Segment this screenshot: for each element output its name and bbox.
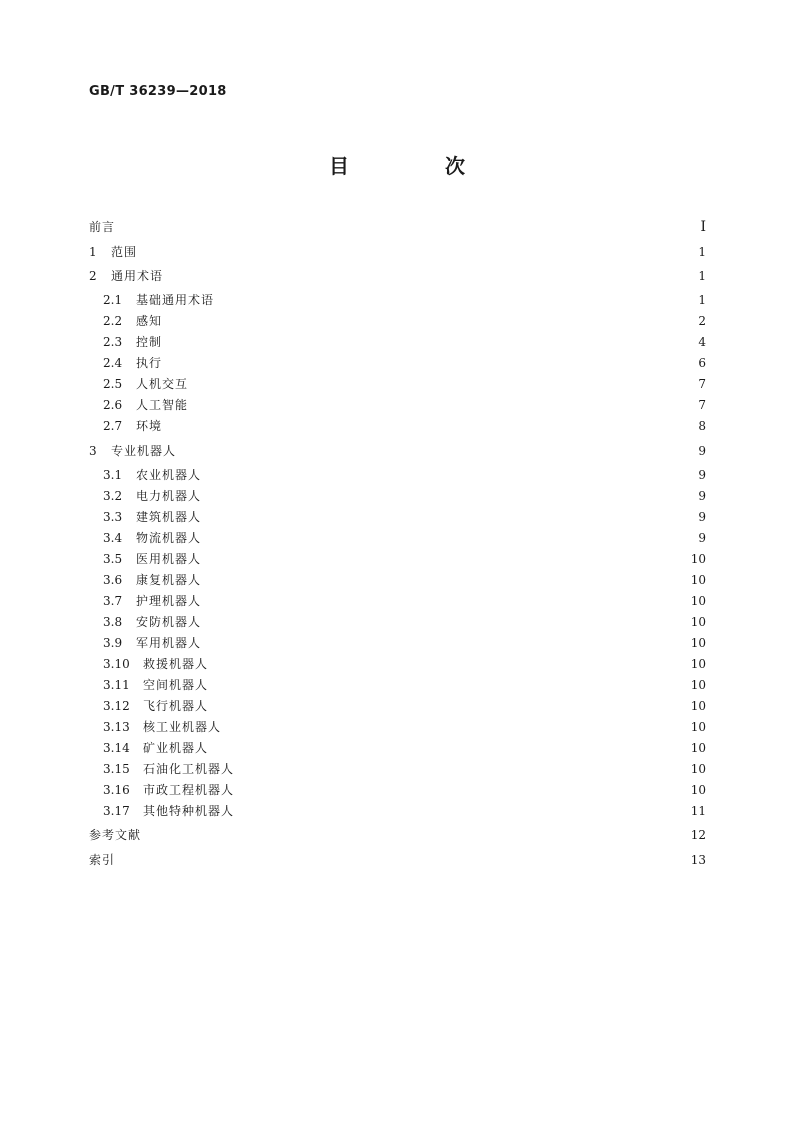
toc-entry-label: 空间机器人	[143, 678, 209, 692]
toc-entry-3[interactable]	[89, 441, 706, 461]
toc-leader	[168, 416, 692, 436]
toc-leader	[194, 395, 692, 415]
toc-entry-page: 9	[698, 489, 706, 503]
toc-entry-label: 参考文献	[89, 828, 142, 842]
toc-entry-number: 2.6	[103, 398, 123, 412]
toc-entry-3-15[interactable]	[103, 759, 706, 779]
toc-entry-number: 2.4	[103, 356, 123, 370]
toc-entry-page: 2	[698, 314, 706, 328]
toc-entry-2-1[interactable]	[103, 290, 706, 310]
toc-entry-page: 10	[690, 615, 706, 629]
toc-entry-page: 11	[690, 804, 706, 818]
toc-entry-label: 飞行机器人	[143, 699, 209, 713]
toc-entry-page: 9	[698, 531, 706, 545]
toc-entry-page: I	[700, 219, 706, 235]
toc-leader	[207, 486, 692, 506]
toc-entry-label: 核工业机器人	[143, 720, 222, 734]
toc-entry-page: 10	[690, 720, 706, 734]
toc-entry-number: 3.17	[103, 804, 130, 818]
toc-leader	[207, 570, 687, 590]
toc-entry-label: 执行	[136, 356, 163, 370]
toc-entry-page: 7	[698, 377, 706, 391]
toc-leader	[207, 633, 687, 653]
toc-entry-number: 2.1	[103, 293, 123, 307]
toc-entry-label: 范围	[111, 245, 138, 259]
toc-entry-2-7[interactable]	[103, 416, 706, 436]
toc-entry-label: 护理机器人	[136, 594, 202, 608]
toc-entry-2-5[interactable]	[103, 374, 706, 394]
toc-leader	[143, 242, 692, 262]
toc-entry-page: 13	[690, 853, 706, 867]
toc-entry-label: 电力机器人	[136, 489, 202, 503]
toc-entry-label: 控制	[136, 335, 163, 349]
toc-entry-label: 环境	[136, 419, 163, 433]
toc-entry-3-9[interactable]	[103, 633, 706, 653]
toc-entry-page: 10	[690, 783, 706, 797]
toc-entry-1[interactable]	[89, 242, 706, 262]
toc-leader	[214, 738, 687, 758]
toc-entry-page: 10	[690, 678, 706, 692]
toc-entry-3-2[interactable]	[103, 486, 706, 506]
toc-entry-page: 4	[698, 335, 706, 349]
toc-entry-index[interactable]	[89, 850, 706, 870]
toc-leader	[240, 801, 687, 821]
toc-entry-3-14[interactable]	[103, 738, 706, 758]
toc-leader	[214, 675, 687, 695]
toc-entry-number: 3.4	[103, 531, 123, 545]
toc-entry-page: 10	[690, 741, 706, 755]
toc-entry-page: 10	[690, 594, 706, 608]
page-title: 目 次	[329, 154, 503, 178]
toc-entry-label: 专业机器人	[111, 444, 177, 458]
toc-entry-page: 9	[698, 444, 706, 458]
toc-entry-page: 10	[690, 762, 706, 776]
toc-entry-3-7[interactable]	[103, 591, 706, 611]
toc-leader	[168, 332, 692, 352]
toc-entry-number: 3.9	[103, 636, 123, 650]
toc-entry-label: 物流机器人	[136, 531, 202, 545]
toc-leader	[182, 441, 692, 461]
toc-entry-label: 石油化工机器人	[143, 762, 235, 776]
toc-leader	[168, 353, 692, 373]
toc-entry-number: 3.11	[103, 678, 130, 692]
toc-entry-number: 3.13	[103, 720, 130, 734]
toc-entry-page: 10	[690, 552, 706, 566]
toc-entry-2-6[interactable]	[103, 395, 706, 415]
toc-leader	[207, 507, 692, 527]
toc-entry-number: 3.16	[103, 783, 130, 797]
toc-entry-3-8[interactable]	[103, 612, 706, 632]
toc-entry-page: 1	[698, 293, 706, 307]
toc-entry-number: 3.12	[103, 699, 130, 713]
toc-entry-label: 市政工程机器人	[143, 783, 235, 797]
toc-entry-number: 3.2	[103, 489, 123, 503]
toc-leader	[240, 780, 687, 800]
toc-leader	[169, 266, 692, 286]
toc-entry-number: 3.3	[103, 510, 123, 524]
toc-entry-page: 7	[698, 398, 706, 412]
toc-leader	[207, 549, 687, 569]
toc-entry-number: 3.5	[103, 552, 123, 566]
toc-leader	[147, 825, 687, 845]
toc-entry-number: 1	[89, 245, 97, 259]
toc-entry-3-3[interactable]	[103, 507, 706, 527]
toc-leader	[227, 717, 687, 737]
toc-leader	[240, 759, 687, 779]
toc-entry-references[interactable]	[89, 825, 706, 845]
toc-entry-label: 医用机器人	[136, 552, 202, 566]
toc-entry-number: 3.14	[103, 741, 130, 755]
toc-entry-3-13[interactable]	[103, 717, 706, 737]
toc-entry-page: 10	[690, 636, 706, 650]
toc-entry-page: 10	[690, 699, 706, 713]
toc-entry-number: 3.15	[103, 762, 130, 776]
toc-entry-3-11[interactable]	[103, 675, 706, 695]
toc-entry-label: 救援机器人	[143, 657, 209, 671]
toc-entry-label: 感知	[136, 314, 163, 328]
toc-entry-3-4[interactable]	[103, 528, 706, 548]
toc-entry-3-12[interactable]	[103, 696, 706, 716]
toc-entry-number: 2	[89, 269, 97, 283]
toc-leader	[207, 528, 692, 548]
toc-entry-label: 建筑机器人	[136, 510, 202, 524]
standard-code: GB/T 36239—2018	[89, 84, 227, 99]
toc-entry-3-6[interactable]	[103, 570, 706, 590]
toc-entry-number: 3.6	[103, 573, 123, 587]
toc-entry-label: 矿业机器人	[143, 741, 209, 755]
toc-entry-page: 8	[698, 419, 706, 433]
toc-entry-3-10[interactable]	[103, 654, 706, 674]
toc-entry-3-5[interactable]	[103, 549, 706, 569]
toc-entry-number: 3.8	[103, 615, 123, 629]
toc-leader	[214, 696, 687, 716]
toc-leader	[168, 311, 692, 331]
toc-entry-number: 2.7	[103, 419, 123, 433]
toc-leader	[214, 654, 687, 674]
toc-leader	[207, 612, 687, 632]
toc-leader	[121, 217, 692, 237]
toc-entry-label: 索引	[89, 853, 116, 867]
toc-entry-3-16[interactable]	[103, 780, 706, 800]
toc-entry-3-17[interactable]	[103, 801, 706, 821]
toc-entry-label: 人工智能	[136, 398, 189, 412]
toc-entry-2-3[interactable]	[103, 332, 706, 352]
toc-leader	[194, 374, 692, 394]
toc-entry-page: 6	[698, 356, 706, 370]
toc-entry-label: 前言	[89, 220, 116, 234]
toc-entry-page: 10	[690, 573, 706, 587]
toc-entry-page: 12	[690, 828, 706, 842]
toc-entry-label: 其他特种机器人	[143, 804, 235, 818]
table-of-contents	[89, 0, 706, 1123]
toc-entry-label: 人机交互	[136, 377, 189, 391]
toc-entry-number: 3	[89, 444, 97, 458]
toc-entry-2-2[interactable]	[103, 311, 706, 331]
toc-leader	[220, 290, 692, 310]
toc-entry-number: 2.3	[103, 335, 123, 349]
toc-entry-label: 康复机器人	[136, 573, 202, 587]
toc-entry-label: 通用术语	[111, 269, 164, 283]
toc-entry-label: 基础通用术语	[136, 293, 215, 307]
toc-entry-number: 3.10	[103, 657, 130, 671]
toc-entry-2[interactable]	[89, 266, 706, 286]
toc-leader	[207, 591, 687, 611]
toc-entry-3-1[interactable]	[103, 465, 706, 485]
toc-entry-number: 3.1	[103, 468, 123, 482]
toc-leader	[121, 850, 687, 870]
toc-entry-number: 3.7	[103, 594, 123, 608]
toc-entry-foreword[interactable]	[89, 217, 706, 237]
toc-entry-label: 安防机器人	[136, 615, 202, 629]
toc-entry-page: 9	[698, 510, 706, 524]
toc-entry-2-4[interactable]	[103, 353, 706, 373]
toc-leader	[207, 465, 692, 485]
toc-entry-number: 2.5	[103, 377, 123, 391]
toc-entry-page: 1	[698, 269, 706, 283]
toc-entry-label: 农业机器人	[136, 468, 202, 482]
toc-entry-label: 军用机器人	[136, 636, 202, 650]
toc-entry-page: 1	[698, 245, 706, 259]
toc-entry-number: 2.2	[103, 314, 123, 328]
toc-entry-page: 10	[690, 657, 706, 671]
toc-entry-page: 9	[698, 468, 706, 482]
